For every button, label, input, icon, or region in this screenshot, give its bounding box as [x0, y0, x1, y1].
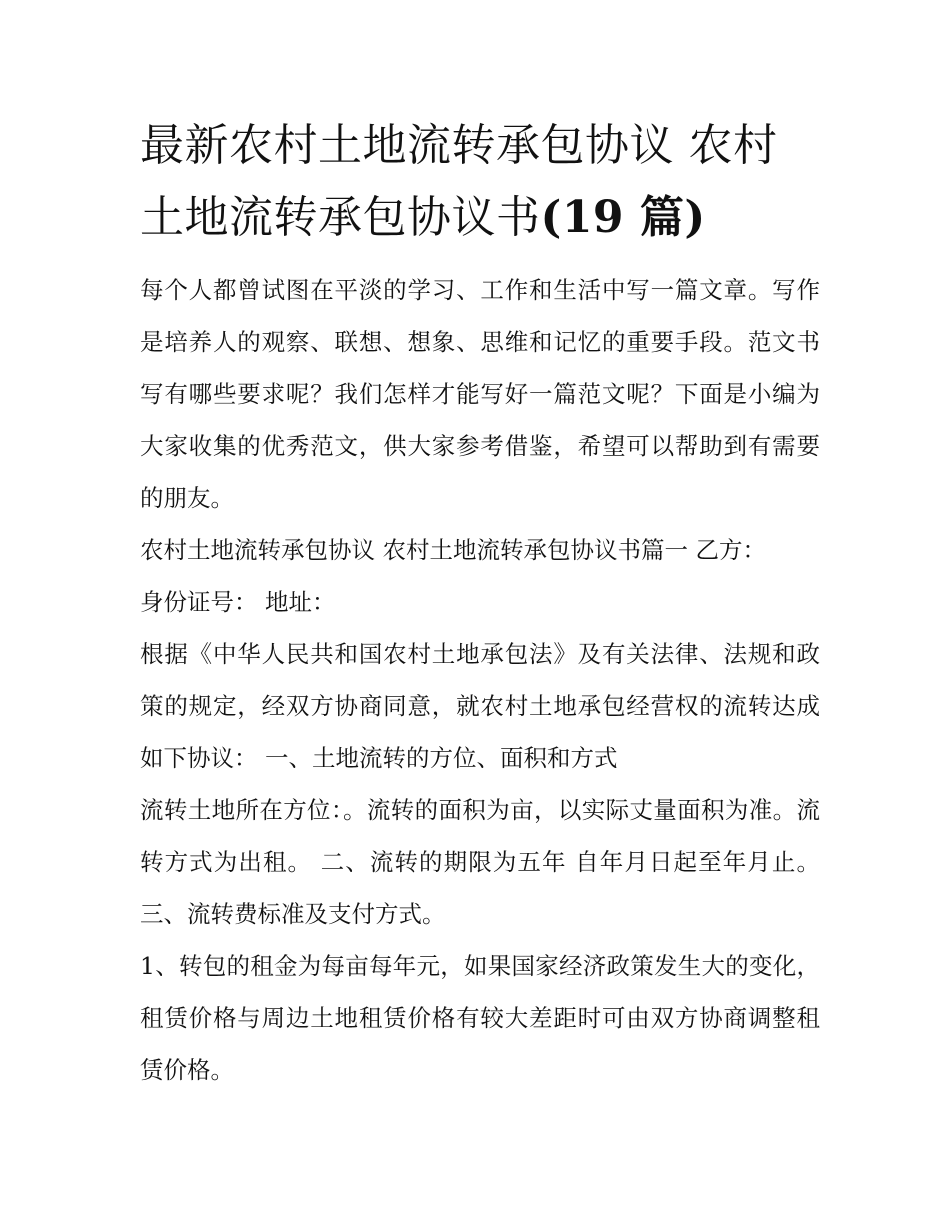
legal-basis-paragraph: 根据《中华人民共和国农村土地承包法》及有关法律、法规和政策的规定，经双方协商同意，就农村土地承包经营权的流转达成如下协议： 一、土地流转的方位、面积和方式: [140, 640, 820, 772]
document-title: [140, 110, 820, 254]
title-text: 最新农村土地流转承包协议 农村土地流转承包协议书: [140, 120, 778, 243]
document-page: [140, 110, 820, 1096]
intro-paragraph: 每个人都曾试图在平淡的学习、工作和生活中写一篇文章。写作是培养人的观察、联想、想象、思维和记忆的重要手段。范文书写有哪些要求呢？我们怎样才能写好一篇范文呢？下面是小编为大家收集的优秀范文，供大家参考借鉴，希望可以帮助到有需要的朋友。: [140, 276, 820, 512]
id-address-paragraph: 身份证号： 地址：: [140, 588, 336, 616]
title-suffix: (19 篇): [540, 192, 706, 243]
rent-paragraph: 1、转包的租金为每亩每年元，如果国家经济政策发生大的变化，租赁价格与周边土地租赁价格有较大差距时可由双方协商调整租赁价格。: [140, 952, 820, 1084]
section-heading-paragraph: 农村土地流转承包协议 农村土地流转承包协议书篇一 乙方：: [140, 536, 766, 564]
transfer-terms-paragraph: 流转土地所在方位：。流转的面积为亩，以实际丈量面积为准。流转方式为出租。 二、流转的期限为五年 自年月日起至年月止。 三、流转费标准及支付方式。: [140, 796, 820, 928]
